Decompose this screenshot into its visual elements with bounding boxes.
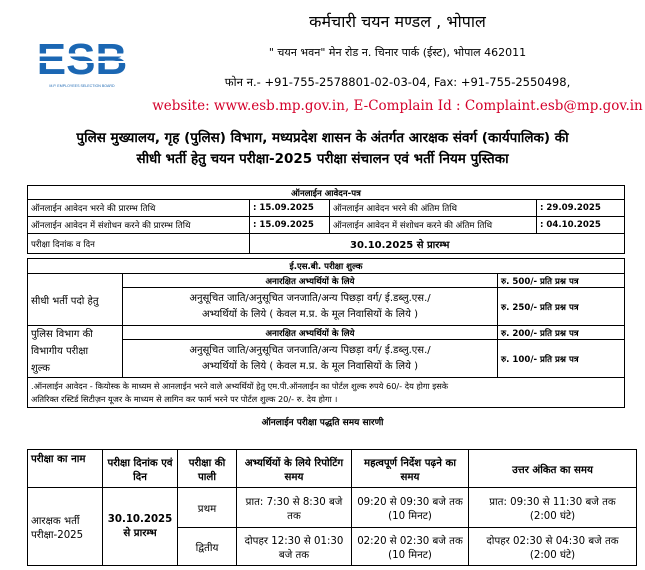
answer-time-1: प्रात: 09:30 से 11:30 बजे तक (489, 496, 616, 508)
schedule-title: ऑनलाईन आवेदन-पत्र (28, 186, 625, 200)
org-phone: फोन न.- +91-755-2578801-02-03-04, Fax: +91-755-2550498, (224, 75, 571, 89)
reserved-line-2: अभ्यर्थियों के लिये ( केवल म.प्र. के मूल निवासियों के लिये ) (202, 308, 418, 320)
end-label: ऑनलाईन आवेदन भरने की अंतिम तिथि (330, 200, 537, 217)
instruction-2 (352, 528, 469, 566)
exam-date-value: 30.10.2025 से प्रारम्भ (250, 234, 625, 254)
table-row (28, 488, 637, 528)
instruction-1 (352, 488, 469, 528)
fee-table (27, 258, 625, 408)
edit-start-label: ऑनलाईन आवेदन में संशोधन करने की प्रारम्भ तिथि (28, 217, 250, 234)
dept-reserved-fee: रु. 100/- प्रति प्रश्न पत्र (498, 340, 625, 378)
org-website[interactable]: website: www.esb.mp.gov.in, E-Complain Id : Complaint.esb@mp.gov.in (152, 98, 643, 114)
dept-line-1: पुलिस विभाग की (31, 329, 93, 340)
fee-note (28, 378, 625, 408)
instruction-mins-1: (10 मिनट) (388, 510, 432, 522)
direct-unreserved-fee: रु. 500/- प्रति प्रश्न पत्र (498, 274, 625, 288)
exam-name: आरक्षक भर्ती परीक्षा-2025 (28, 488, 103, 566)
instruction-time-2: 02:20 से 02:30 बजे तक (357, 535, 463, 547)
th-shift: परीक्षा की पाली (178, 450, 237, 488)
start-date: : 15.09.2025 (250, 200, 330, 217)
page-title (4, 128, 641, 170)
esb-logo (38, 34, 126, 92)
direct-reserved-fee: रु. 250/- प्रति प्रश्न पत्र (498, 288, 625, 326)
edit-start-date: : 15.09.2025 (250, 217, 330, 234)
direct-reserved-label (123, 288, 498, 326)
th-exam-date: परीक्षा दिनांक एवं दिन (103, 450, 178, 488)
note-line-2: अतिरिक्त रस्टिर्ड सिटीज़न यूजर के माध्यम से लागिन कर फार्म भरने पर पोर्टल शुल्क 20/- रु. देय होगा । (31, 393, 338, 404)
dept-reserved-line-1: अनुसूचित जाति/अनुसूचित जनजाति/अन्य पिछड़ा वर्ग/ ई.डब्लु.एस./ (189, 344, 431, 356)
org-address: " चयन भवन" मेन रोड न. चिनार पार्क (ईस्ट), भोपाल 462011 (268, 46, 527, 59)
fee-title: ई.एस.बी. परीक्षा शुल्क (28, 259, 625, 274)
departmental-exam-label (28, 326, 123, 378)
answer-hours-2: (2:00 घंटे) (529, 549, 576, 561)
note-line-1: .ऑनलाईन आवेदन - कियोस्क के माध्यम से आनलाईन भरने वाले अभ्यर्थियों हेतु एम.पी.ऑनलाईन का पोर्टल शुल्क रुपये 60/- देय होगा इसके (31, 380, 449, 391)
th-reporting: अभ्यर्थियों के लिये रिपोटिंग समय (237, 450, 352, 488)
dept-line-3: शुल्क (31, 363, 50, 374)
exam-date-label: परीक्षा दिनांक व दिन (28, 234, 250, 254)
reserved-line-1: अनुसूचित जाति/अनुसूचित जनजाति/अन्य पिछड़ा वर्ग/ ई.डब्लु.एस./ (189, 292, 431, 304)
exam-date: 30.10.2025 से प्रारम्भ (103, 488, 178, 566)
org-name: कर्मचारी चयन मण्डल , भोपाल (309, 12, 486, 31)
direct-unreserved-label: अनारक्षित अभ्यर्थियों के लिये (123, 274, 498, 288)
dept-line-2: विभागीय परीक्षा (31, 346, 89, 357)
logo-caption: M.P. EMPLOYEES SELECTION BOARD (49, 84, 115, 88)
th-answer: उत्तर अंकित का समय (469, 450, 637, 488)
shift-2: द्वितीय (178, 528, 237, 566)
dept-reserved-label (123, 340, 498, 378)
answer-hours-1: (2:00 घंटे) (529, 510, 576, 522)
logo-letters: ESB (38, 35, 126, 84)
instruction-time-1: 09:20 से 09:30 बजे तक (357, 496, 463, 508)
edit-end-date: : 04.10.2025 (537, 217, 625, 234)
timetable (27, 449, 637, 566)
th-exam-name: परीक्षा का नाम (28, 450, 103, 488)
th-instructions: महत्वपूर्ण निर्देश पढ़ने का समय (352, 450, 469, 488)
edit-end-label: ऑनलाईन आवेदन में संशोधन करने की अंतिम तिथि (330, 217, 537, 234)
answer-2 (469, 528, 637, 566)
shift-1: प्रथम (178, 488, 237, 528)
reporting-2: दोपहर 12:30 से 01:30 बजे तक (237, 528, 352, 566)
title-line-1: पुलिस मुख्यालय, गृह (पुलिस) विभाग, मध्यप्रदेश शासन के अंतर्गत आरक्षक संवर्ग (कार्यपालिक) की (76, 130, 569, 146)
title-line-2: सीधी भर्ती हेतु चयन परीक्षा-2025 परीक्षा संचालन एवं भर्ती नियम पुस्तिका (136, 151, 509, 167)
end-date: : 29.09.2025 (537, 200, 625, 217)
answer-time-2: दोपहर 02:30 से 04:30 बजे तक (486, 535, 619, 547)
dept-reserved-line-2: अभ्यर्थियों के लिये ( केवल म.प्र. के मूल निवासियों के लिये ) (202, 360, 418, 372)
reporting-1: प्रात: 7:30 से 8:30 बजे तक (237, 488, 352, 528)
direct-recruitment-label: सीधी भर्ती पदो हेतु (28, 274, 123, 326)
dept-unreserved-label: अनारक्षित अभ्यर्थियों के लिये (123, 326, 498, 340)
timetable-title: ऑनलाईन परीक्षा पद्धति समय सारणी (261, 418, 384, 428)
instruction-mins-2: (10 मिनट) (388, 549, 432, 561)
dept-unreserved-fee: रु. 200/- प्रति प्रश्न पत्र (498, 326, 625, 340)
application-schedule-table (27, 185, 625, 254)
start-label: ऑनलाईन आवेदन भरने की प्रारम्भ तिथि (28, 200, 250, 217)
answer-1 (469, 488, 637, 528)
